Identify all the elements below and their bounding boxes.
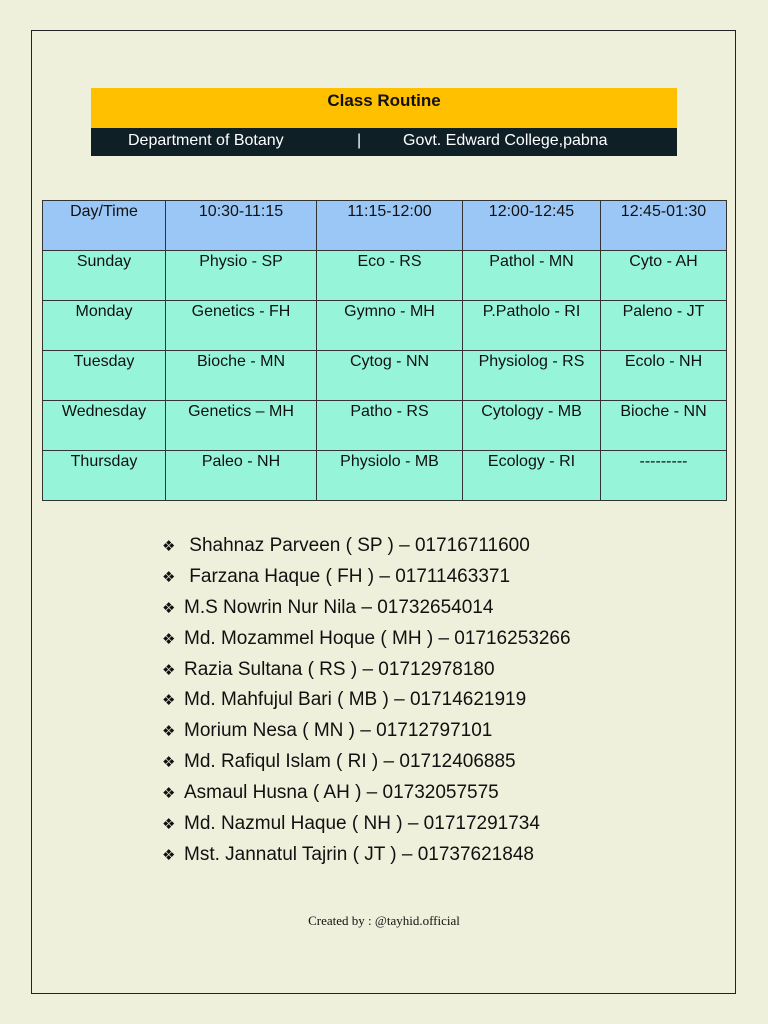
four-diamond-bullet-icon: ❖ — [162, 599, 176, 617]
four-diamond-bullet-icon: ❖ — [162, 661, 176, 679]
department-name: Department of Botany — [128, 132, 284, 149]
column-header: 10:30-11:15 — [166, 201, 317, 251]
four-diamond-bullet-icon: ❖ — [162, 568, 176, 586]
table-row — [43, 451, 727, 501]
day-cell: Wednesday — [43, 401, 166, 451]
column-header: 12:00-12:45 — [463, 201, 601, 251]
class-cell: Physiolo - MB — [317, 451, 463, 501]
list-item — [162, 593, 571, 624]
list-item — [162, 716, 571, 747]
column-header: 11:15-12:00 — [317, 201, 463, 251]
class-cell: Physiolog - RS — [463, 351, 601, 401]
contact-text: Farzana Haque ( FH ) – 01711463371 — [184, 565, 511, 587]
class-cell: Ecology - RI — [463, 451, 601, 501]
list-item — [162, 624, 571, 655]
day-cell: Thursday — [43, 451, 166, 501]
contact-text: Razia Sultana ( RS ) – 01712978180 — [184, 658, 495, 680]
list-item — [162, 809, 571, 840]
four-diamond-bullet-icon: ❖ — [162, 630, 176, 648]
list-item — [162, 778, 571, 809]
title-bar — [91, 88, 677, 128]
day-cell: Monday — [43, 301, 166, 351]
contact-text: Morium Nesa ( MN ) – 01712797101 — [184, 720, 493, 742]
class-cell: Genetics - FH — [166, 301, 317, 351]
class-cell: Eco - RS — [317, 251, 463, 301]
college-name: Govt. Edward College,pabna — [403, 132, 608, 149]
four-diamond-bullet-icon: ❖ — [162, 816, 176, 834]
contact-text: Asmaul Husna ( AH ) – 01732057575 — [184, 782, 499, 804]
class-cell: --------- — [601, 451, 727, 501]
four-diamond-bullet-icon: ❖ — [162, 785, 176, 803]
contact-text: M.S Nowrin Nur Nila – 01732654014 — [184, 596, 494, 618]
class-cell: Cytology - MB — [463, 401, 601, 451]
four-diamond-bullet-icon: ❖ — [162, 846, 176, 864]
class-cell: Physio - SP — [166, 251, 317, 301]
department-bar — [91, 128, 677, 156]
creator-credit: Created by : @tayhid.official — [308, 913, 460, 928]
class-cell: Cytog - NN — [317, 351, 463, 401]
four-diamond-bullet-icon: ❖ — [162, 538, 176, 555]
contact-text: Md. Nazmul Haque ( NH ) – 01717291734 — [184, 813, 540, 835]
page-title: Class Routine — [327, 91, 441, 110]
class-cell: Gymno - MH — [317, 301, 463, 351]
class-cell: Patho - RS — [317, 401, 463, 451]
table-row — [43, 401, 727, 451]
table-header-row — [43, 201, 727, 251]
list-item — [162, 655, 571, 686]
table-row — [43, 301, 727, 351]
table-row — [43, 351, 727, 401]
class-cell: Ecolo - NH — [601, 351, 727, 401]
list-item — [162, 531, 571, 562]
class-cell: Bioche - MN — [166, 351, 317, 401]
class-cell: Paleno - JT — [601, 301, 727, 351]
header-separator: | — [357, 132, 362, 149]
routine-table — [42, 200, 727, 501]
contact-text: Md. Rafiqul Islam ( RI ) – 01712406885 — [184, 751, 516, 773]
four-diamond-bullet-icon: ❖ — [162, 692, 176, 710]
list-item — [162, 747, 571, 778]
contact-text: Shahnaz Parveen ( SP ) – 01716711600 — [184, 535, 530, 556]
column-header: Day/Time — [43, 201, 166, 251]
teacher-contact-list — [162, 531, 571, 871]
class-cell: Bioche - NN — [601, 401, 727, 451]
day-cell: Tuesday — [43, 351, 166, 401]
four-diamond-bullet-icon: ❖ — [162, 723, 176, 741]
list-item — [162, 840, 571, 871]
contact-text: Md. Mozammel Hoque ( MH ) – 01716253266 — [184, 627, 571, 649]
contact-text: Md. Mahfujul Bari ( MB ) – 01714621919 — [184, 689, 527, 711]
class-cell: P.Patholo - RI — [463, 301, 601, 351]
day-cell: Sunday — [43, 251, 166, 301]
list-item — [162, 685, 571, 716]
four-diamond-bullet-icon: ❖ — [162, 754, 176, 772]
table-row — [43, 251, 727, 301]
class-cell: Paleo - NH — [166, 451, 317, 501]
class-cell: Genetics – MH — [166, 401, 317, 451]
list-item — [162, 562, 571, 593]
class-cell: Pathol - MN — [463, 251, 601, 301]
class-cell: Cyto - AH — [601, 251, 727, 301]
column-header: 12:45-01:30 — [601, 201, 727, 251]
contact-text: Mst. Jannatul Tajrin ( JT ) – 01737621848 — [184, 843, 534, 865]
